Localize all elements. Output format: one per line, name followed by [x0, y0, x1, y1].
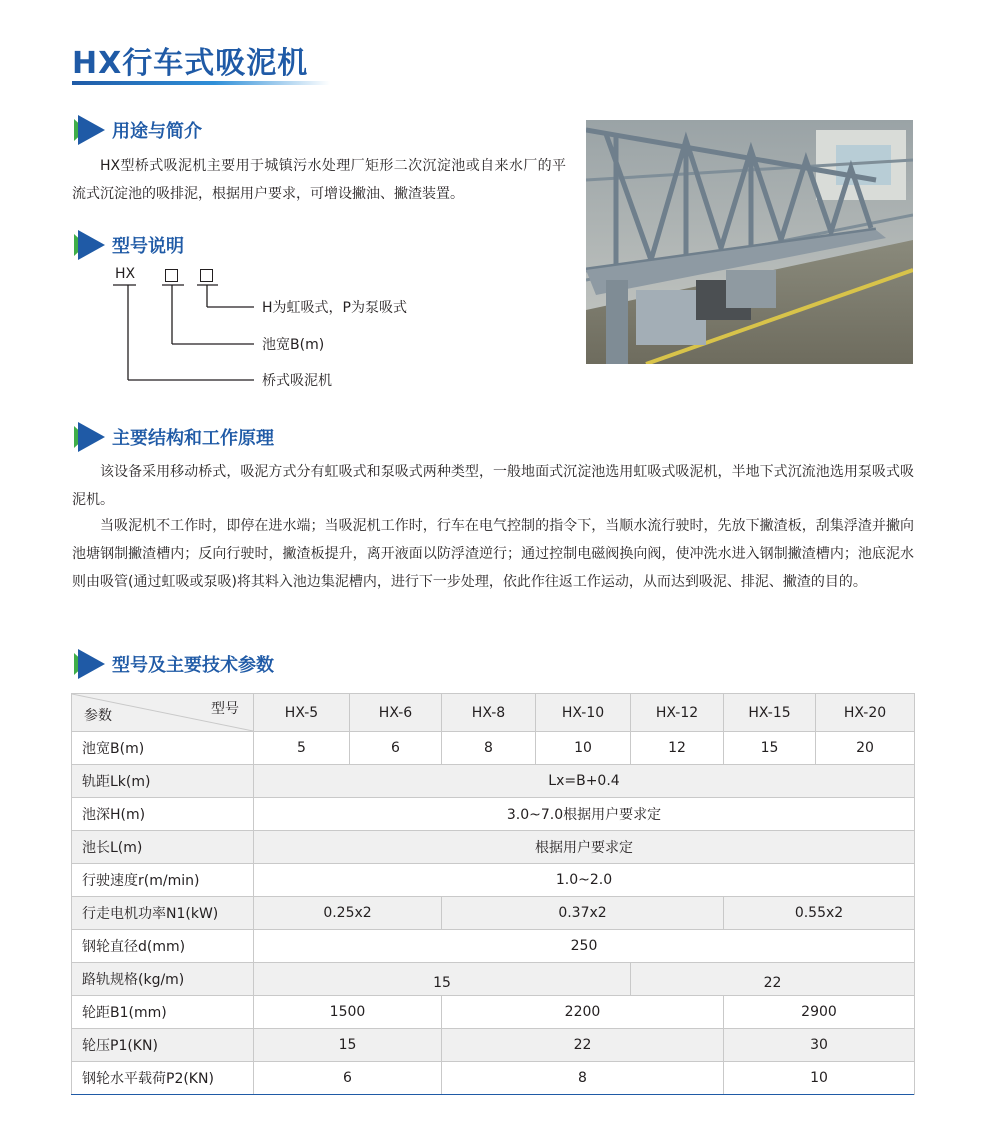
- param-name: 轨距Lk(m): [72, 765, 254, 798]
- table-cell: 2200: [442, 996, 724, 1029]
- model-width-box: [165, 269, 178, 282]
- param-name: 行驶速度r(m/min): [72, 864, 254, 897]
- table-row: [72, 996, 915, 1029]
- table-cell: 30: [724, 1029, 915, 1062]
- table-row: [72, 930, 915, 963]
- model-type-box: [200, 269, 213, 282]
- table-cell: 8: [442, 1062, 724, 1095]
- table-cell: 8: [442, 732, 536, 765]
- table-cell: 15: [724, 732, 816, 765]
- param-name: 池长L(m): [72, 831, 254, 864]
- table-row: [72, 963, 915, 996]
- table-cell: 12: [631, 732, 724, 765]
- table-cell: 22: [442, 1029, 724, 1062]
- table-row: [72, 1062, 915, 1095]
- section-arrow-icon: [72, 115, 106, 145]
- table-row: [72, 831, 915, 864]
- table-cell: 1500: [254, 996, 442, 1029]
- table-cell: 2900: [724, 996, 915, 1029]
- table-cell: 0.37x2: [442, 897, 724, 930]
- table-cell: 1.0~2.0: [254, 864, 915, 897]
- usage-paragraph: HX型桥式吸泥机主要用于城镇污水处理厂矩形二次沉淀池或自来水厂的平流式沉淀池的吸排泥，根据用户要求，可增设撇油、撇渣装置。: [72, 158, 566, 202]
- section-params-heading: [72, 648, 274, 680]
- table-row: [72, 798, 915, 831]
- param-name: 路轨规格(kg/m): [72, 963, 254, 996]
- model-header: HX-8: [442, 694, 536, 732]
- model-header: HX-10: [536, 694, 631, 732]
- table-row: [72, 732, 915, 765]
- structure-paragraph-1: 该设备采用移动桥式，吸泥方式分有虹吸式和泵吸式两种类型，一般地面式沉淀池选用虹吸式吸泥机，半地下式沉流池选用泵吸式吸泥机。: [72, 464, 914, 508]
- page-title: HX行车式吸泥机: [72, 46, 309, 81]
- table-cell: 6: [350, 732, 442, 765]
- param-name: 轮压P1(KN): [72, 1029, 254, 1062]
- table-row: [72, 864, 915, 897]
- model-header: HX-6: [350, 694, 442, 732]
- table-bottom-rule: [71, 1094, 914, 1095]
- section-arrow-icon: [72, 230, 106, 260]
- model-header: HX-15: [724, 694, 816, 732]
- machine-photo: [586, 120, 913, 364]
- param-name: 池深H(m): [72, 798, 254, 831]
- model-header: HX-20: [816, 694, 915, 732]
- table-corner-cell: [72, 694, 254, 732]
- table-cell: 20: [816, 732, 915, 765]
- table-cell: 15: [254, 1029, 442, 1062]
- section-model-title: 型号说明: [112, 236, 184, 257]
- table-cell: 10: [536, 732, 631, 765]
- model-header: HX-5: [254, 694, 350, 732]
- structure-paragraph-2: 当吸泥机不工作时，即停在进水端；当吸泥机工作时，行车在电气控制的指令下，当顺水流行驶时，先放下撇渣板，刮集浮渣并撇向池塘钢制撇渣槽内；反向行驶时，撇渣板提升，离开液面以防浮渣逆行；通过控制电磁阀换向阀，使冲洗水进入钢制撇渣槽内；池底泥水则由吸管(通过虹吸或泵吸)将其料入池边集泥槽内，进行下一步处理，依此作往返工作运动，从而达到吸泥、排泥、撇渣的目的。: [72, 518, 914, 590]
- section-arrow-icon: [72, 422, 106, 452]
- table-cell: 0.55x2: [724, 897, 915, 930]
- table-cell: 5: [254, 732, 350, 765]
- title-underline: [72, 81, 330, 85]
- section-structure-title: 主要结构和工作原理: [112, 428, 274, 449]
- table-cell: 15: [254, 963, 631, 996]
- table-cell: Lx=B+0.4: [254, 765, 915, 798]
- model-label-type: H为虹吸式，P为泵吸式: [262, 300, 407, 316]
- table-cell: 0.25x2: [254, 897, 442, 930]
- section-model-heading: [72, 229, 184, 261]
- model-header: HX-12: [631, 694, 724, 732]
- section-params-title: 型号及主要技术参数: [112, 655, 274, 676]
- table-cell: 10: [724, 1062, 915, 1095]
- model-prefix: HX: [115, 266, 136, 282]
- table-cell: 根据用户要求定: [254, 831, 915, 864]
- table-header-row: [72, 694, 915, 732]
- model-label-machine: 桥式吸泥机: [262, 373, 332, 389]
- model-code-diagram: [80, 258, 580, 398]
- corner-bottom-label: 参数: [84, 708, 112, 724]
- spec-table: [71, 693, 915, 1095]
- table-cell: 6: [254, 1062, 442, 1095]
- table-cell: 22: [631, 963, 915, 996]
- param-name: 池宽B(m): [72, 732, 254, 765]
- param-name: 行走电机功率N1(kW): [72, 897, 254, 930]
- param-name: 钢轮水平载荷P2(KN): [72, 1062, 254, 1095]
- model-label-width: 池宽B(m): [262, 337, 325, 353]
- section-structure-heading: [72, 421, 274, 453]
- corner-top-label: 型号: [211, 701, 239, 717]
- table-row: [72, 897, 915, 930]
- section-usage-title: 用途与简介: [112, 121, 202, 142]
- param-name: 轮距B1(mm): [72, 996, 254, 1029]
- table-row: [72, 1029, 915, 1062]
- param-name: 钢轮直径d(mm): [72, 930, 254, 963]
- table-cell: 250: [254, 930, 915, 963]
- section-arrow-icon: [72, 649, 106, 679]
- table-row: [72, 765, 915, 798]
- table-cell: 3.0~7.0根据用户要求定: [254, 798, 915, 831]
- section-usage-heading: [72, 114, 202, 146]
